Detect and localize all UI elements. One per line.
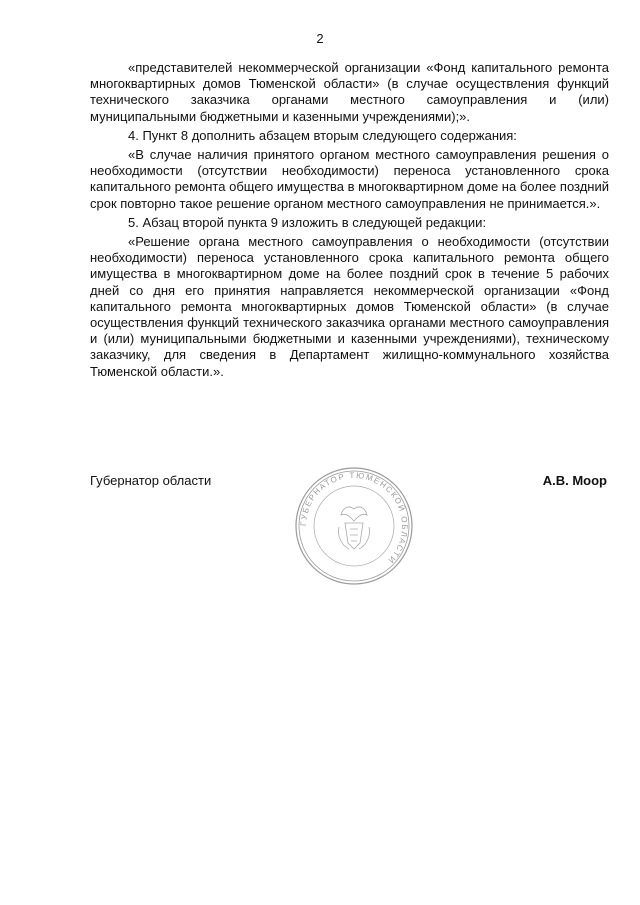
page-number: 2 (316, 31, 324, 46)
document-body (90, 60, 609, 383)
paragraph-3: «В случае наличия принятого органом местного самоуправления решения о необходимости (отсутствии необходимости) переноса установленного срока капитального ремонта общего имущества в многоквартирном доме на более поздний срок повторно такое решение органом местного самоуправления не принимается.». (90, 147, 609, 211)
svg-text:ГУБЕРНАТОР ТЮМЕНСКОЙ ОБЛАСТИ (299, 471, 409, 566)
official-seal-icon (293, 465, 415, 587)
signature-title: Губернатор области (90, 473, 212, 488)
seal-text: ГУБЕРНАТОР ТЮМЕНСКОЙ ОБЛАСТИ (298, 470, 410, 566)
signature-name: А.В. Моор (542, 473, 607, 488)
paragraph-1: «представителей некоммерческой организации «Фонд капитального ремонта многоквартирных домов Тюменской области» (в случае осуществления функций технического заказчика органами местного самоуправления и (или) муниципальными бюджетными и казенными учреждениями);». (90, 60, 609, 124)
paragraph-2: 4. Пункт 8 дополнить абзацем вторым следующего содержания: (128, 127, 517, 143)
paragraph-4: 5. Абзац второй пункта 9 изложить в следующей редакции: (128, 214, 487, 230)
paragraph-5: «Решение органа местного самоуправления о необходимости (отсутствии необходимости) переноса установленного срока капитального ремонта общего имущества в многоквартирном доме на более поздний срок в течение 5 рабочих дней со дня его принятия направляется некоммерческой организации «Фонд капитального ремонта многоквартирных домов Тюменской области» (в случае осуществления функций технического заказчика органами местного самоуправления и (или) муниципальными бюджетными и казенными учреждениями), техническому заказчику, для сведения в Департамент жилищно-коммунального хозяйства Тюменской области.». (90, 234, 609, 379)
